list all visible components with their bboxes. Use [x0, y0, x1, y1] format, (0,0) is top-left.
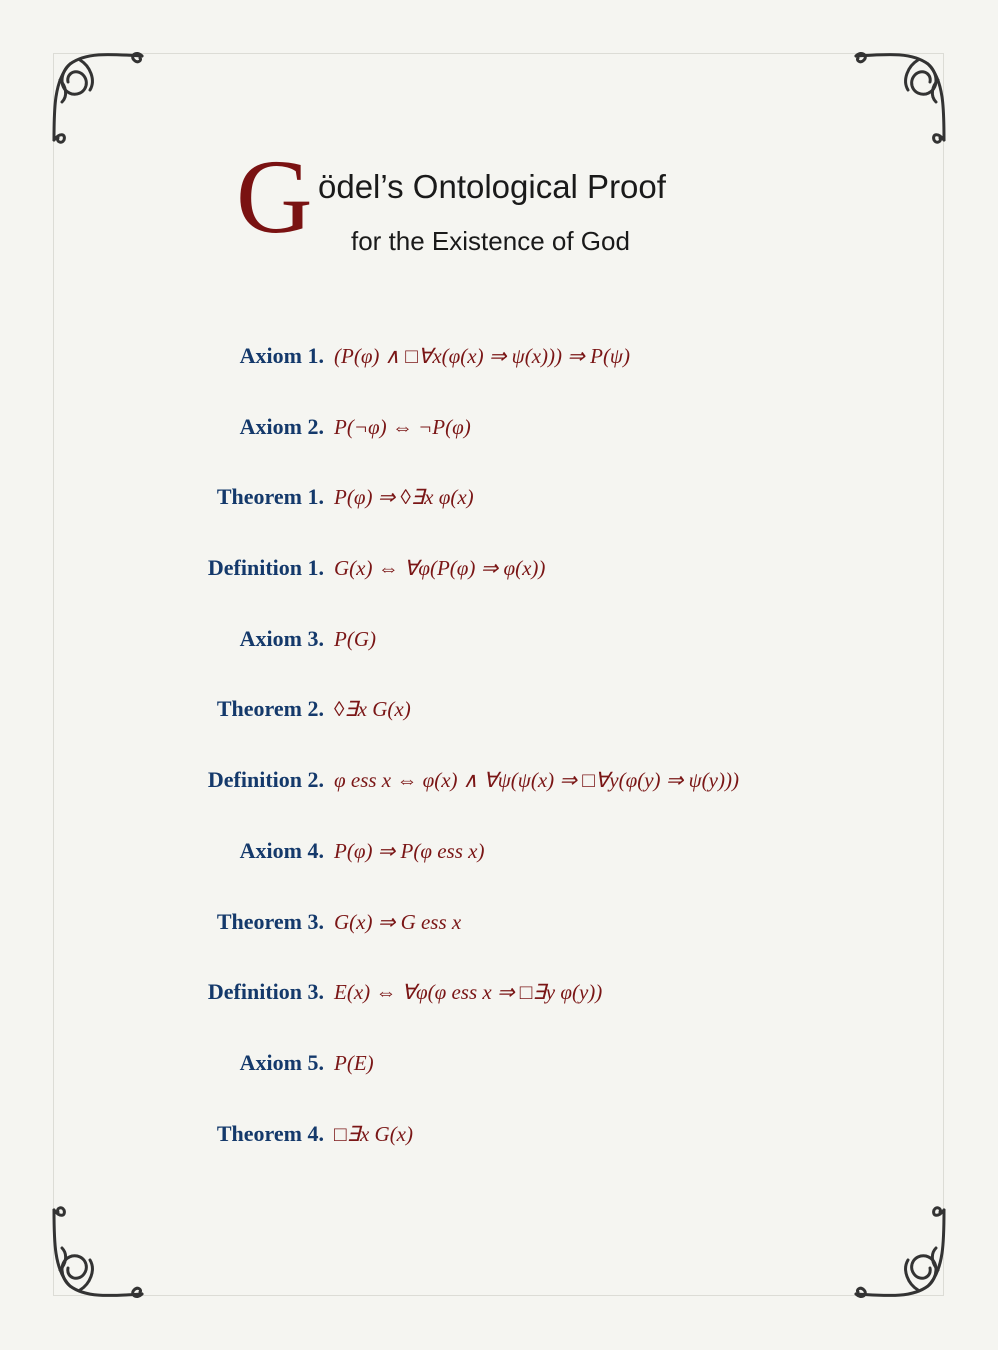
statement-theorem-4 — [0, 1114, 998, 1185]
statement-formula: P(φ) ⇒ P(φ ess x) — [334, 838, 485, 863]
statement-label: Definition 1. — [207, 555, 324, 581]
statement-label: Definition 3. — [207, 979, 324, 1005]
statement-formula: E(x) ⇔ ∀φ(φ ess x ⇒ □∃y φ(y)) — [334, 980, 603, 1005]
statement-label: Definition 2. — [207, 767, 324, 793]
statement-label: Theorem 3. — [216, 908, 324, 934]
statement-definition-3 — [0, 972, 998, 1043]
statement-label: Axiom 4. — [239, 837, 324, 863]
statement-label: Axiom 2. — [239, 413, 324, 439]
statement-theorem-1 — [0, 477, 998, 548]
statement-formula: G(x) ⇒ G ess x — [334, 909, 462, 934]
statement-label: Axiom 3. — [239, 625, 324, 651]
page-title — [236, 138, 706, 270]
statement-formula: φ ess x ⇔ φ(x) ∧ ∀ψ(ψ(x) ⇒ □∀y(φ(y) ⇒ ψ(y))) — [334, 768, 739, 793]
statement-label: Theorem 4. — [216, 1120, 324, 1146]
statement-label: Theorem 1. — [216, 484, 324, 510]
drop-cap: G — [236, 138, 313, 255]
title-subtitle: for the Existence of God — [351, 226, 630, 256]
statement-formula: P(E) — [334, 1050, 374, 1075]
statement-label: Axiom 1. — [239, 343, 324, 368]
statement-theorem-2 — [0, 689, 998, 760]
statement-axiom-5 — [0, 1043, 998, 1114]
statement-axiom-4 — [0, 831, 998, 902]
statement-formula: P(φ) ⇒ ◊∃x φ(x) — [334, 485, 474, 510]
statement-formula: ◊∃x G(x) — [334, 697, 411, 722]
corner-flourish-icon — [50, 50, 150, 150]
statement-axiom-1 — [0, 336, 998, 407]
corner-flourish-icon — [848, 1200, 948, 1300]
statement-formula: (P(φ) ∧ □∀x(φ(x) ⇒ ψ(x))) ⇒ P(ψ) — [334, 344, 630, 368]
statement-label: Theorem 2. — [216, 696, 324, 722]
statement-axiom-3 — [0, 619, 998, 690]
corner-flourish-icon — [50, 1200, 150, 1300]
title-main: ödel’s Ontological Proof — [318, 168, 666, 205]
statement-axiom-2 — [0, 407, 998, 478]
statement-definition-2 — [0, 760, 998, 831]
statement-list — [0, 336, 998, 1184]
statement-label: Axiom 5. — [239, 1049, 324, 1075]
statement-formula: P(G) — [334, 626, 376, 651]
statement-theorem-3 — [0, 902, 998, 973]
corner-flourish-icon — [848, 50, 948, 150]
statement-formula: □∃x G(x) — [334, 1121, 413, 1146]
statement-formula: P(¬φ) ⇔ ¬P(φ) — [334, 414, 471, 439]
statement-formula: G(x) ⇔ ∀φ(P(φ) ⇒ φ(x)) — [334, 556, 546, 581]
statement-definition-1 — [0, 548, 998, 619]
